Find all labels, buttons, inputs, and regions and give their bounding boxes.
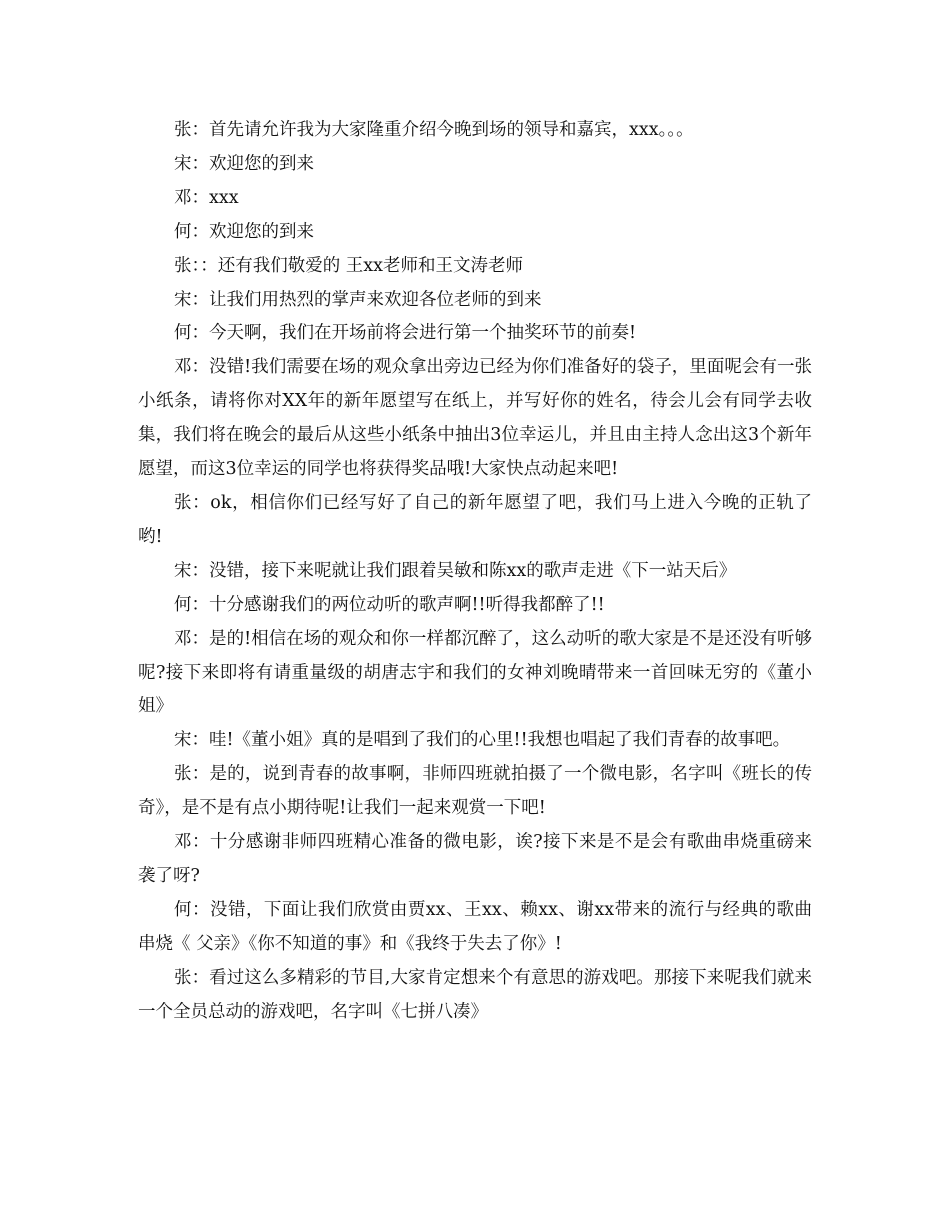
paragraph: 宋：没错，接下来呢就让我们跟着吴敏和陈xx的歌声走进《下一站天后》 (174, 560, 737, 581)
paragraph: 张：：还有我们敬爱的 王xx老师和王文涛老师 (174, 255, 524, 276)
paragraph: 何：十分感谢我们的两位动听的歌声啊!!听得我都醉了!! (174, 594, 605, 615)
paragraph: 宋：哇!《董小姐》真的是唱到了我们的心里!!我想也唱起了我们青春的故事吧。 (174, 730, 791, 751)
paragraph: 张：是的，说到青春的故事啊，非师四班就拍摄了一个微电影，名字叫《班长的传奇》，是不是有点小期待呢!让我们一起来观赏一下吧! (138, 764, 812, 819)
paragraph: 邓：十分感谢非师四班精心准备的微电影，诶?接下来是不是会有歌曲串烧重磅来袭了呀? (138, 832, 812, 886)
paragraph: 张：首先请允许我为大家隆重介绍今晚到场的领导和嘉宾，xxx。。。 (174, 120, 694, 140)
paragraph: 邓：没错!我们需要在场的观众拿出旁边已经为你们准备好的袋子，里面呢会有一张小纸条，请将你对XX年的新年愿望写在纸上，并写好你的姓名，待会儿会有同学去收集，我们将在晚会的最后从这些小纸条中抽出3位幸运儿，并且由主持人念出这3个新年愿望，而这3位幸运的同学也将获得奖品哦!大家快点动起来吧! (138, 357, 812, 480)
script-body (138, 114, 812, 1029)
paragraph: 宋：欢迎您的到来 (174, 153, 314, 174)
paragraph: 邓：xxx (174, 187, 239, 208)
paragraph: 张：ok，相信你们已经写好了自己的新年愿望了吧，我们马上进入今晚的正轨了哟! (138, 492, 812, 547)
paragraph: 宋：让我们用热烈的掌声来欢迎各位老师的到来 (174, 289, 542, 310)
paragraph: 何：欢迎您的到来 (174, 221, 314, 242)
paragraph: 何：今天啊，我们在开场前将会进行第一个抽奖环节的前奏! (174, 323, 637, 344)
paragraph: 何：没错，下面让我们欣赏由贾xx、王xx、赖xx、谢xx带来的流行与经典的歌曲串烧《 父亲》《你不知道的事》和《我终于失去了你》! (138, 899, 812, 954)
paragraph: 邓：是的!相信在场的观众和你一样都沉醉了，这么动听的歌大家是不是还没有听够呢?接下来即将有请重量级的胡唐志宇和我们的女神刘晚晴带来一首回味无穷的《董小姐》 (138, 628, 812, 717)
paragraph: 张：看过这么多精彩的节目,大家肯定想来个有意思的游戏吧。那接下来呢我们就来一个全员总动的游戏吧，名字叫《七拼八凑》 (138, 967, 812, 1022)
